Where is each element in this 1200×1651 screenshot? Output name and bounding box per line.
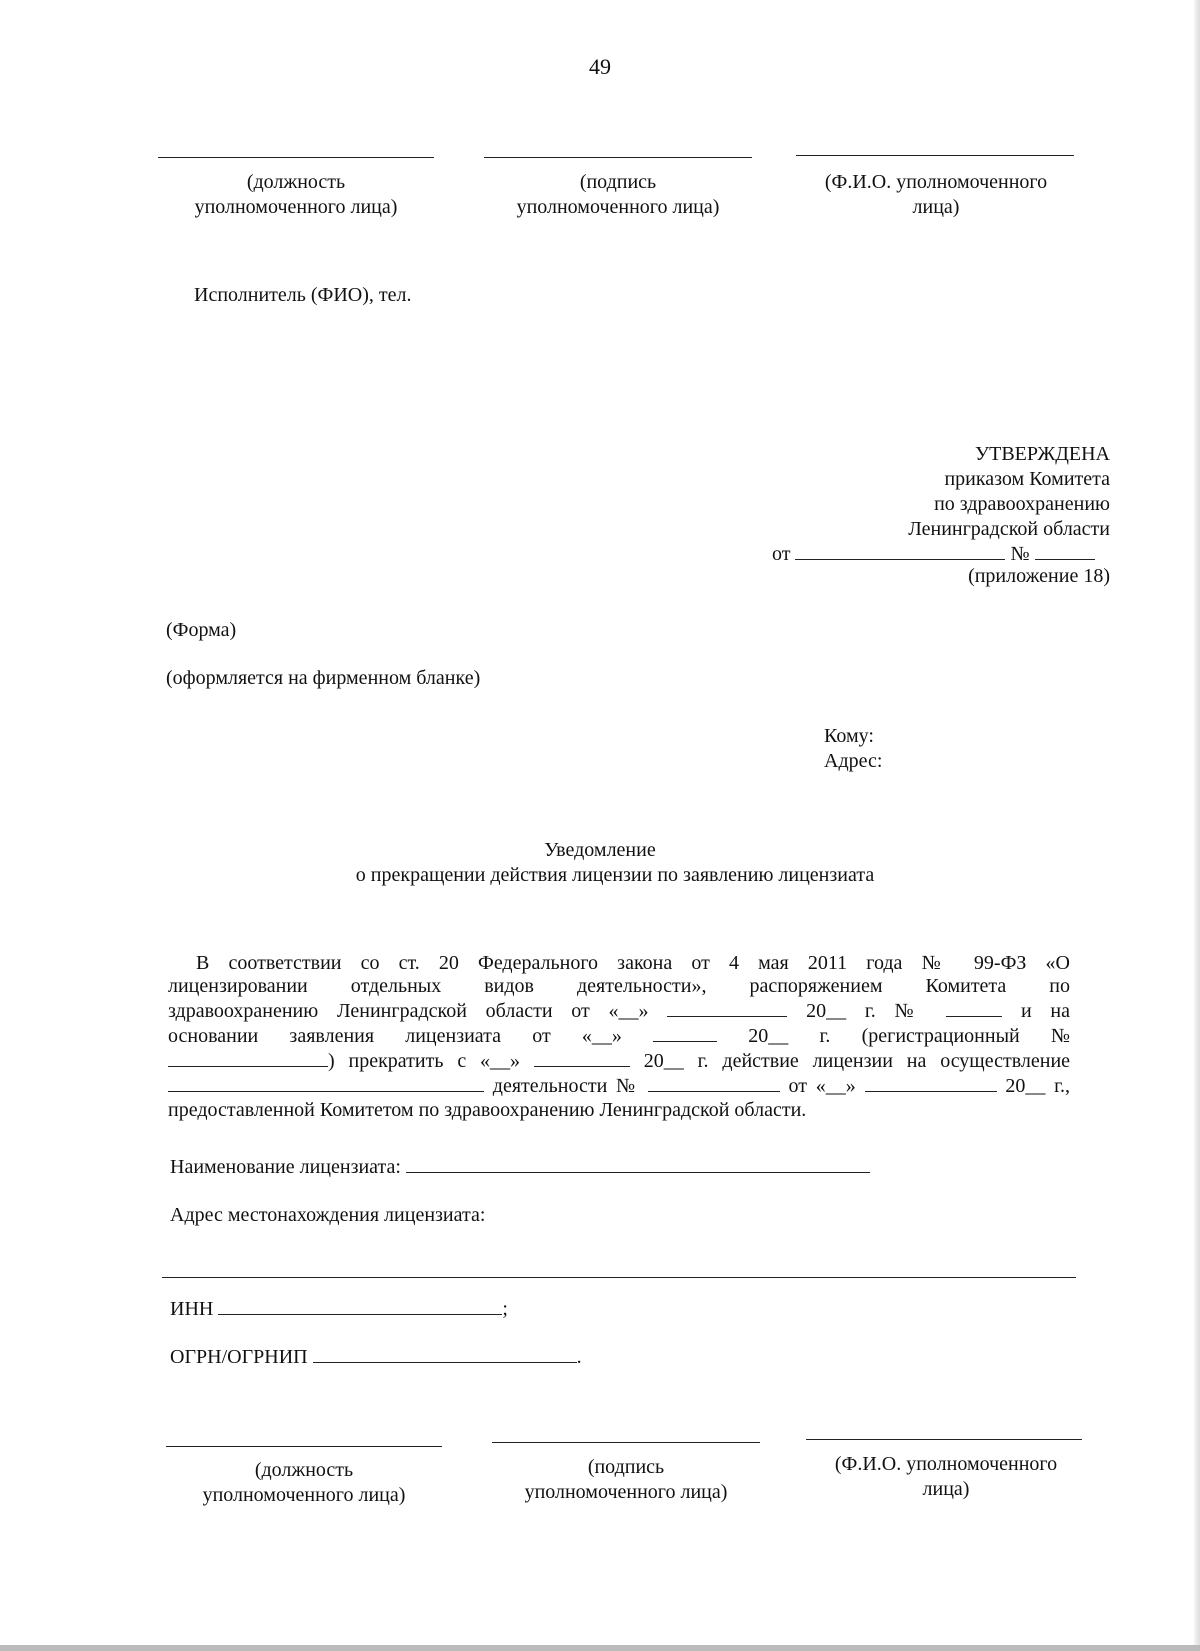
- licensee-name-blank: [406, 1154, 870, 1173]
- top-name-caption: (Ф.И.О. уполномоченного лица): [824, 171, 1048, 218]
- top-signature-line: [484, 157, 752, 158]
- scan-bottom-edge: [0, 1645, 1200, 1651]
- bottom-name-caption: (Ф.И.О. уполномоченного лица): [834, 1453, 1058, 1500]
- approval-heading: УТВЕРЖДЕНА: [974, 443, 1110, 465]
- form-label: (Форма): [166, 619, 237, 641]
- scan-right-edge: [1194, 0, 1200, 1651]
- top-position-line: [158, 157, 434, 158]
- bottom-signature-caption: (подпись уполномоченного лица): [524, 1456, 728, 1503]
- executor-line: Исполнитель (ФИО), тел.: [194, 284, 412, 306]
- appendix-label: (приложение 18): [968, 565, 1110, 587]
- approval-date-blank: [795, 541, 1005, 560]
- notice-title: Уведомление: [544, 839, 656, 861]
- approval-date-line: от №: [772, 541, 1095, 567]
- licensee-name-field: Наименование лицензиата:: [170, 1154, 870, 1180]
- bottom-name-line: [806, 1439, 1082, 1440]
- top-name-line: [796, 155, 1074, 156]
- top-position-caption: (должность уполномоченного лица): [194, 171, 398, 218]
- ogrn-blank: [313, 1344, 577, 1363]
- body-line-4: основании заявления лицензиата от «__» 20__ г. (регистрационный №: [168, 1025, 1070, 1047]
- body-line-2: лицензировании отдельных видов деятельности», распоряжением Комитета по: [168, 975, 1070, 997]
- bottom-position-line: [166, 1446, 442, 1447]
- body-line-6: деятельности № от «__» 20__ г.,: [168, 1073, 1070, 1098]
- bottom-signature-line: [492, 1442, 760, 1443]
- body-line-7: предоставленной Комитетом по здравоохранению Ленинградской области.: [168, 1099, 807, 1121]
- licensee-address-line: [162, 1277, 1076, 1278]
- approval-number-blank: [1035, 541, 1095, 560]
- letterhead-note: (оформляется на фирменном бланке): [166, 667, 481, 689]
- notice-subtitle: о прекращении действия лицензии по заявлению лицензиата: [355, 864, 875, 886]
- inn-field: ИНН ;: [170, 1298, 508, 1320]
- licensee-address-label: Адрес местонахождения лицензиата:: [170, 1204, 486, 1226]
- top-signature-caption: (подпись уполномоченного лица): [516, 171, 720, 218]
- inn-blank: [218, 1296, 502, 1315]
- page-number: 49: [589, 54, 611, 79]
- ogrn-field: ОГРН/ОГРНИП .: [170, 1346, 582, 1368]
- body-line-3: здравоохранению Ленинградской области от «__» 20__ г. № и на: [168, 1000, 1070, 1022]
- notice-body: [168, 952, 1070, 1123]
- recipient-address-label: Адрес:: [824, 750, 883, 772]
- body-line-5: ) прекратить с «__» 20__ г. действие лицензии на осуществление: [168, 1048, 1070, 1073]
- bottom-position-caption: (должность уполномоченного лица): [202, 1459, 406, 1506]
- body-line-1: В соответствии со ст. 20 Федерального закона от 4 мая 2011 года № 99-ФЗ «О: [196, 952, 1070, 974]
- recipient-to-label: Кому:: [824, 725, 874, 747]
- approval-block: УТВЕРЖДЕНА приказом Комитета по здравоохранению Ленинградской области: [760, 442, 1110, 542]
